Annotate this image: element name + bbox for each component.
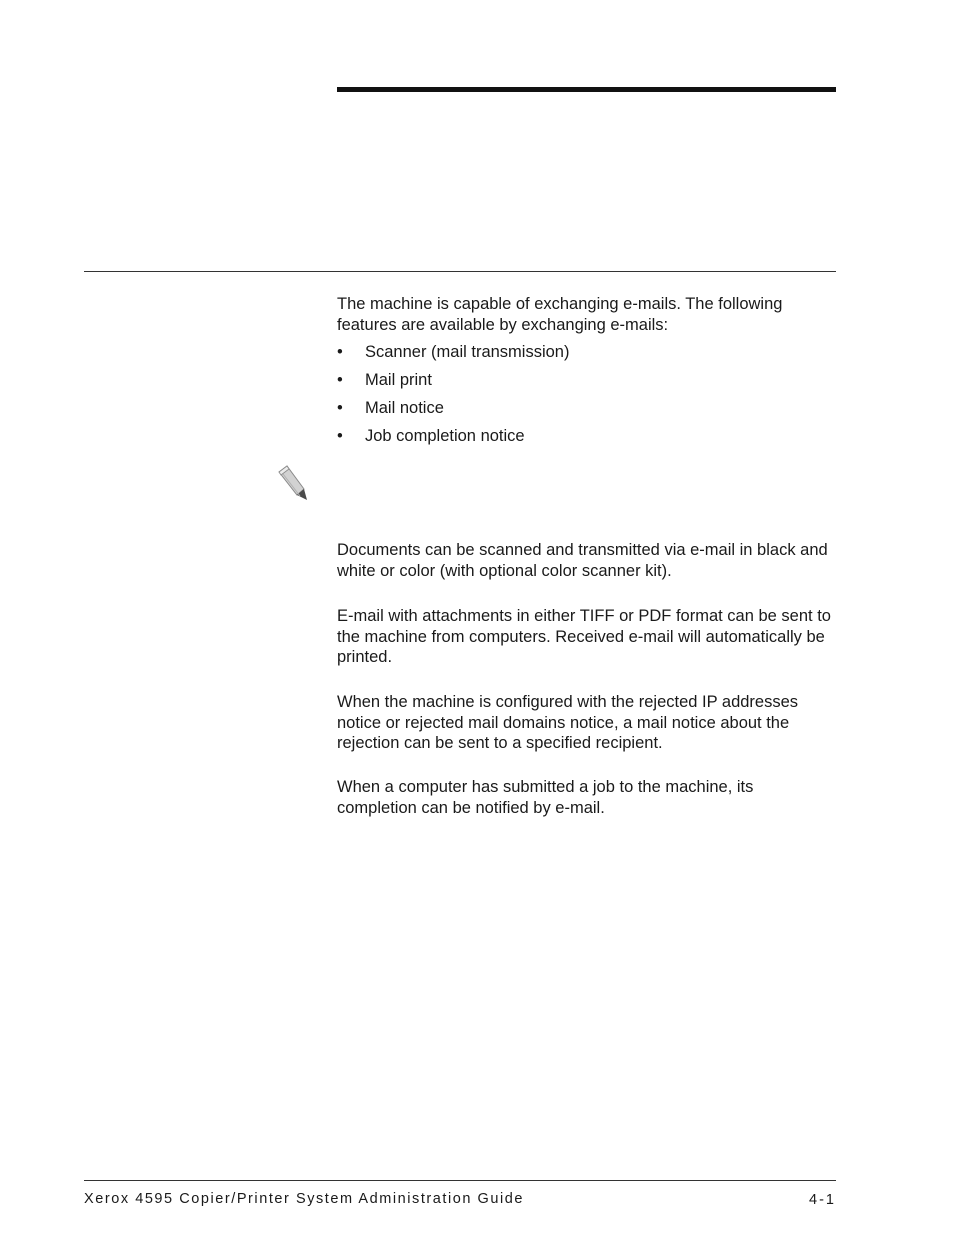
footer-title: Xerox 4595 Copier/Printer System Administration Guide [84, 1191, 524, 1207]
job-completion-paragraph: When a computer has submitted a job to the machine, its completion can be notified by e-mail. [337, 778, 754, 817]
feature-label: Job completion notice [365, 427, 525, 445]
feature-list [337, 342, 569, 454]
list-item [337, 398, 569, 426]
scanner-paragraph: Documents can be scanned and transmitted via e-mail in black and white or color (with optional color scanner kit). [337, 541, 828, 580]
page-number: 4-1 [809, 1192, 836, 1208]
list-item [337, 370, 569, 398]
feature-label: Mail print [365, 371, 432, 389]
bullet-icon: • [337, 343, 343, 361]
bullet-icon: • [337, 399, 343, 417]
section-divider [84, 271, 836, 272]
feature-label: Scanner (mail transmission) [365, 343, 570, 361]
list-item [337, 426, 569, 454]
bullet-icon: • [337, 371, 343, 389]
pencil-note-icon [276, 462, 310, 502]
chapter-top-rule [337, 87, 836, 92]
feature-label: Mail notice [365, 399, 444, 417]
mail-notice-paragraph: When the machine is configured with the rejected IP addresses notice or rejected mail domains notice, a mail notice about the rejection can be sent to a specified recipient. [337, 693, 799, 752]
intro-paragraph: The machine is capable of exchanging e-mails. The following features are available by exchanging e-mails: [337, 295, 783, 334]
list-item [337, 342, 569, 370]
footer-rule [84, 1180, 836, 1181]
bullet-icon: • [337, 427, 343, 445]
mail-print-paragraph: E-mail with attachments in either TIFF or PDF format can be sent to the machine from computers. Received e-mail will automatically be printed. [337, 607, 831, 666]
